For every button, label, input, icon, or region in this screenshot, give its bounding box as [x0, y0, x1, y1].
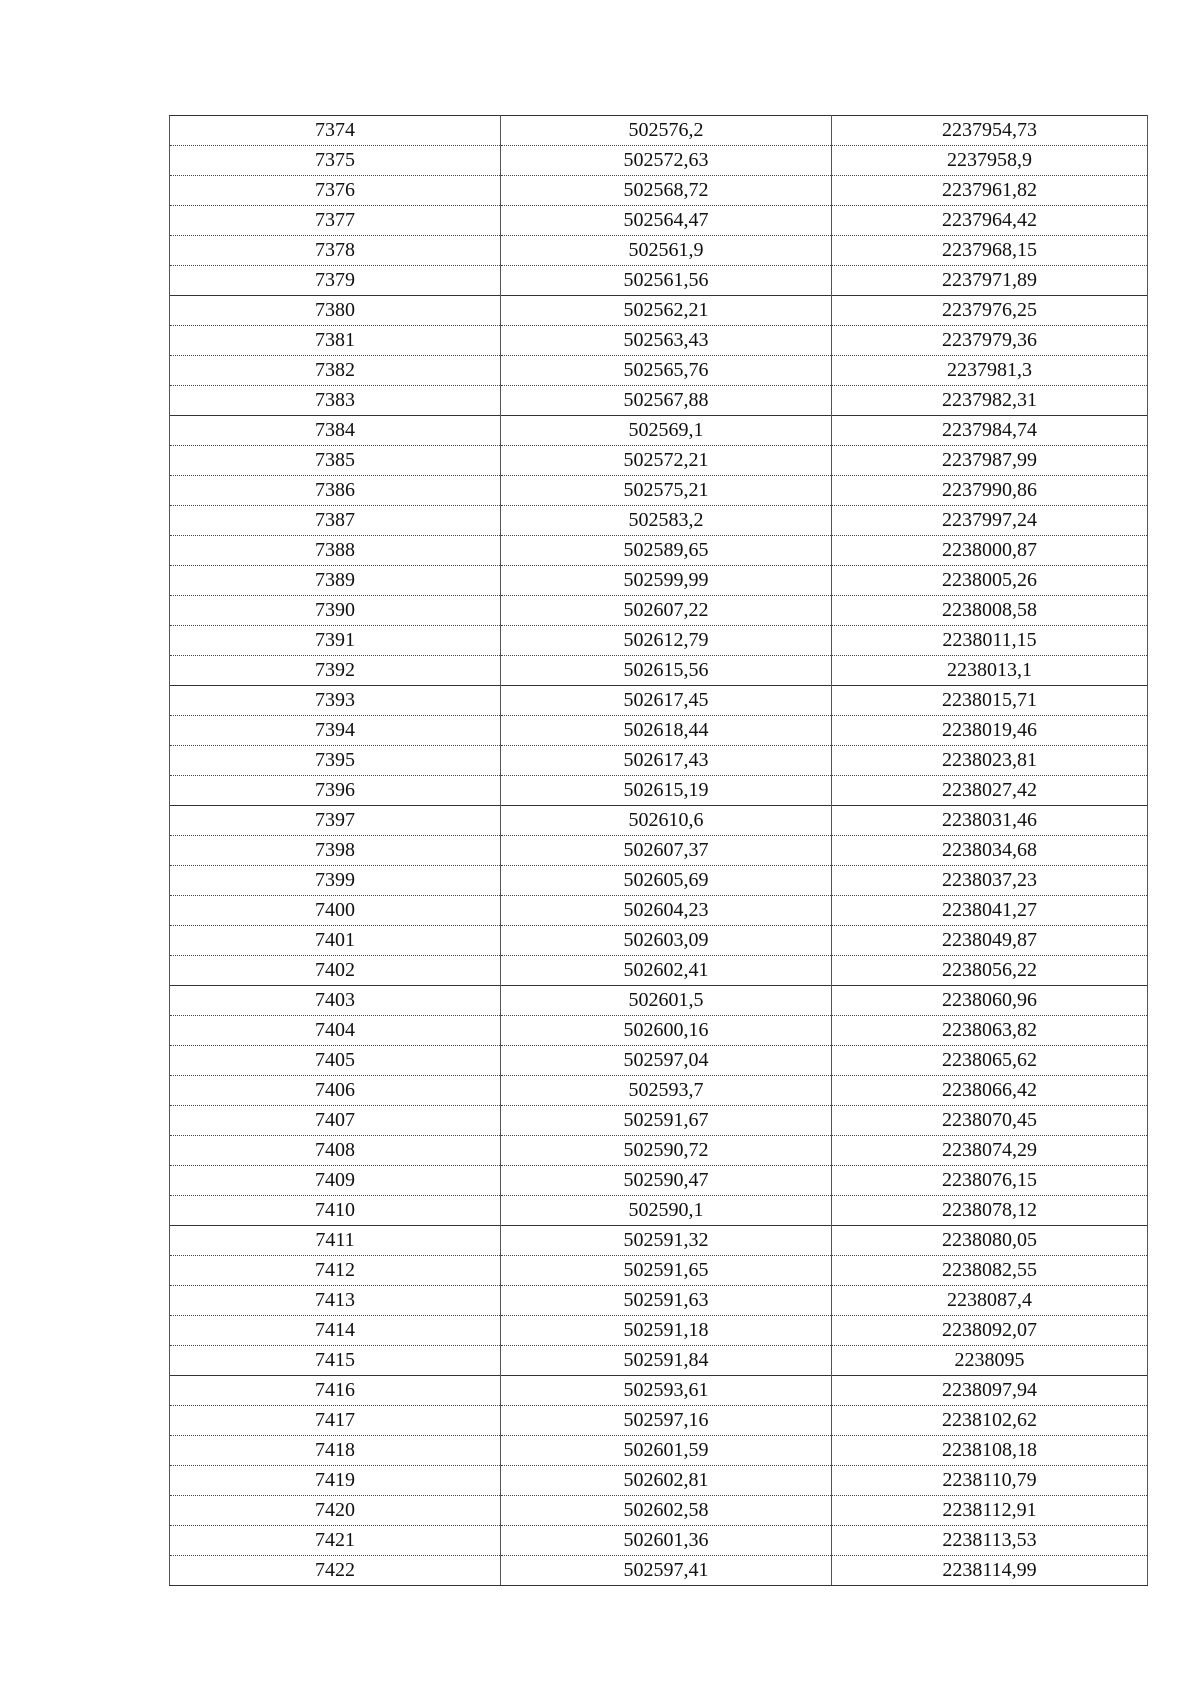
- point-number-cell: 7418: [170, 1436, 501, 1466]
- point-number-cell: 7384: [170, 416, 501, 446]
- x-coordinate-cell: 502591,67: [501, 1106, 832, 1136]
- y-coordinate-cell: 2238078,12: [832, 1196, 1148, 1226]
- table-row: [170, 236, 1148, 266]
- point-number-cell: 7394: [170, 716, 501, 746]
- x-coordinate-cell: 502603,09: [501, 926, 832, 956]
- point-number-cell: 7420: [170, 1496, 501, 1526]
- table-row: [170, 506, 1148, 536]
- point-number-cell: 7391: [170, 626, 501, 656]
- x-coordinate-cell: 502572,21: [501, 446, 832, 476]
- point-number-cell: 7396: [170, 776, 501, 806]
- table-row: [170, 116, 1148, 146]
- y-coordinate-cell: 2238113,53: [832, 1526, 1148, 1556]
- table-row: [170, 776, 1148, 806]
- table-row: [170, 476, 1148, 506]
- point-number-cell: 7376: [170, 176, 501, 206]
- point-number-cell: 7378: [170, 236, 501, 266]
- point-number-cell: 7404: [170, 1016, 501, 1046]
- table-row: [170, 566, 1148, 596]
- y-coordinate-cell: 2237981,3: [832, 356, 1148, 386]
- x-coordinate-cell: 502612,79: [501, 626, 832, 656]
- table-row: [170, 1496, 1148, 1526]
- x-coordinate-cell: 502590,1: [501, 1196, 832, 1226]
- y-coordinate-cell: 2237990,86: [832, 476, 1148, 506]
- x-coordinate-cell: 502591,18: [501, 1316, 832, 1346]
- y-coordinate-cell: 2237979,36: [832, 326, 1148, 356]
- point-number-cell: 7405: [170, 1046, 501, 1076]
- x-coordinate-cell: 502597,41: [501, 1556, 832, 1586]
- point-number-cell: 7375: [170, 146, 501, 176]
- x-coordinate-cell: 502593,61: [501, 1376, 832, 1406]
- x-coordinate-cell: 502569,1: [501, 416, 832, 446]
- x-coordinate-cell: 502607,22: [501, 596, 832, 626]
- point-number-cell: 7407: [170, 1106, 501, 1136]
- x-coordinate-cell: 502561,56: [501, 266, 832, 296]
- y-coordinate-cell: 2238082,55: [832, 1256, 1148, 1286]
- y-coordinate-cell: 2238095: [832, 1346, 1148, 1376]
- table-row: [170, 1286, 1148, 1316]
- point-number-cell: 7398: [170, 836, 501, 866]
- point-number-cell: 7400: [170, 896, 501, 926]
- x-coordinate-cell: 502591,32: [501, 1226, 832, 1256]
- y-coordinate-cell: 2237997,24: [832, 506, 1148, 536]
- table-row: [170, 1436, 1148, 1466]
- point-number-cell: 7421: [170, 1526, 501, 1556]
- point-number-cell: 7390: [170, 596, 501, 626]
- y-coordinate-cell: 2237958,9: [832, 146, 1148, 176]
- y-coordinate-cell: 2238112,91: [832, 1496, 1148, 1526]
- point-number-cell: 7392: [170, 656, 501, 686]
- point-number-cell: 7385: [170, 446, 501, 476]
- point-number-cell: 7419: [170, 1466, 501, 1496]
- point-number-cell: 7383: [170, 386, 501, 416]
- table-row: [170, 1046, 1148, 1076]
- x-coordinate-cell: 502575,21: [501, 476, 832, 506]
- point-number-cell: 7410: [170, 1196, 501, 1226]
- y-coordinate-cell: 2238087,4: [832, 1286, 1148, 1316]
- table-row: [170, 1466, 1148, 1496]
- x-coordinate-cell: 502561,9: [501, 236, 832, 266]
- point-number-cell: 7379: [170, 266, 501, 296]
- table-row: [170, 146, 1148, 176]
- x-coordinate-cell: 502607,37: [501, 836, 832, 866]
- y-coordinate-cell: 2238114,99: [832, 1556, 1148, 1586]
- y-coordinate-cell: 2238011,15: [832, 626, 1148, 656]
- y-coordinate-cell: 2238005,26: [832, 566, 1148, 596]
- x-coordinate-cell: 502591,65: [501, 1256, 832, 1286]
- y-coordinate-cell: 2238008,58: [832, 596, 1148, 626]
- x-coordinate-cell: 502602,81: [501, 1466, 832, 1496]
- point-number-cell: 7401: [170, 926, 501, 956]
- y-coordinate-cell: 2238102,62: [832, 1406, 1148, 1436]
- table-row: [170, 656, 1148, 686]
- table-row: [170, 326, 1148, 356]
- coordinates-table-body: [170, 116, 1148, 1586]
- y-coordinate-cell: 2238037,23: [832, 866, 1148, 896]
- y-coordinate-cell: 2238074,29: [832, 1136, 1148, 1166]
- point-number-cell: 7387: [170, 506, 501, 536]
- x-coordinate-cell: 502597,04: [501, 1046, 832, 1076]
- point-number-cell: 7397: [170, 806, 501, 836]
- table-row: [170, 1106, 1148, 1136]
- point-number-cell: 7381: [170, 326, 501, 356]
- y-coordinate-cell: 2237971,89: [832, 266, 1148, 296]
- x-coordinate-cell: 502601,59: [501, 1436, 832, 1466]
- y-coordinate-cell: 2238080,05: [832, 1226, 1148, 1256]
- point-number-cell: 7393: [170, 686, 501, 716]
- x-coordinate-cell: 502567,88: [501, 386, 832, 416]
- y-coordinate-cell: 2238065,62: [832, 1046, 1148, 1076]
- table-row: [170, 206, 1148, 236]
- y-coordinate-cell: 2237964,42: [832, 206, 1148, 236]
- table-row: [170, 1376, 1148, 1406]
- x-coordinate-cell: 502563,43: [501, 326, 832, 356]
- point-number-cell: 7408: [170, 1136, 501, 1166]
- x-coordinate-cell: 502576,2: [501, 116, 832, 146]
- point-number-cell: 7374: [170, 116, 501, 146]
- point-number-cell: 7403: [170, 986, 501, 1016]
- point-number-cell: 7415: [170, 1346, 501, 1376]
- table-row: [170, 896, 1148, 926]
- table-row: [170, 836, 1148, 866]
- table-row: [170, 716, 1148, 746]
- point-number-cell: 7409: [170, 1166, 501, 1196]
- y-coordinate-cell: 2238108,18: [832, 1436, 1148, 1466]
- point-number-cell: 7406: [170, 1076, 501, 1106]
- x-coordinate-cell: 502591,63: [501, 1286, 832, 1316]
- point-number-cell: 7377: [170, 206, 501, 236]
- x-coordinate-cell: 502618,44: [501, 716, 832, 746]
- table-row: [170, 746, 1148, 776]
- point-number-cell: 7417: [170, 1406, 501, 1436]
- y-coordinate-cell: 2237987,99: [832, 446, 1148, 476]
- table-row: [170, 1406, 1148, 1436]
- point-number-cell: 7399: [170, 866, 501, 896]
- table-row: [170, 686, 1148, 716]
- table-row: [170, 1196, 1148, 1226]
- table-row: [170, 866, 1148, 896]
- table-row: [170, 416, 1148, 446]
- x-coordinate-cell: 502602,58: [501, 1496, 832, 1526]
- y-coordinate-cell: 2237976,25: [832, 296, 1148, 326]
- x-coordinate-cell: 502599,99: [501, 566, 832, 596]
- x-coordinate-cell: 502601,5: [501, 986, 832, 1016]
- y-coordinate-cell: 2237982,31: [832, 386, 1148, 416]
- table-row: [170, 1556, 1148, 1586]
- y-coordinate-cell: 2238097,94: [832, 1376, 1148, 1406]
- y-coordinate-cell: 2238041,27: [832, 896, 1148, 926]
- table-row: [170, 626, 1148, 656]
- table-row: [170, 956, 1148, 986]
- x-coordinate-cell: 502590,72: [501, 1136, 832, 1166]
- y-coordinate-cell: 2238031,46: [832, 806, 1148, 836]
- table-row: [170, 296, 1148, 326]
- point-number-cell: 7414: [170, 1316, 501, 1346]
- point-number-cell: 7395: [170, 746, 501, 776]
- point-number-cell: 7412: [170, 1256, 501, 1286]
- table-row: [170, 1256, 1148, 1286]
- x-coordinate-cell: 502601,36: [501, 1526, 832, 1556]
- x-coordinate-cell: 502602,41: [501, 956, 832, 986]
- table-row: [170, 356, 1148, 386]
- y-coordinate-cell: 2237968,15: [832, 236, 1148, 266]
- y-coordinate-cell: 2238015,71: [832, 686, 1148, 716]
- table-row: [170, 596, 1148, 626]
- table-row: [170, 1226, 1148, 1256]
- y-coordinate-cell: 2238034,68: [832, 836, 1148, 866]
- table-row: [170, 176, 1148, 206]
- x-coordinate-cell: 502605,69: [501, 866, 832, 896]
- table-row: [170, 1346, 1148, 1376]
- x-coordinate-cell: 502572,63: [501, 146, 832, 176]
- point-number-cell: 7402: [170, 956, 501, 986]
- x-coordinate-cell: 502564,47: [501, 206, 832, 236]
- y-coordinate-cell: 2238000,87: [832, 536, 1148, 566]
- point-number-cell: 7388: [170, 536, 501, 566]
- x-coordinate-cell: 502565,76: [501, 356, 832, 386]
- table-row: [170, 1016, 1148, 1046]
- x-coordinate-cell: 502562,21: [501, 296, 832, 326]
- point-number-cell: 7411: [170, 1226, 501, 1256]
- x-coordinate-cell: 502593,7: [501, 1076, 832, 1106]
- y-coordinate-cell: 2238019,46: [832, 716, 1148, 746]
- x-coordinate-cell: 502604,23: [501, 896, 832, 926]
- y-coordinate-cell: 2238027,42: [832, 776, 1148, 806]
- point-number-cell: 7380: [170, 296, 501, 326]
- y-coordinate-cell: 2238066,42: [832, 1076, 1148, 1106]
- point-number-cell: 7386: [170, 476, 501, 506]
- table-row: [170, 266, 1148, 296]
- x-coordinate-cell: 502597,16: [501, 1406, 832, 1436]
- point-number-cell: 7382: [170, 356, 501, 386]
- y-coordinate-cell: 2237954,73: [832, 116, 1148, 146]
- x-coordinate-cell: 502590,47: [501, 1166, 832, 1196]
- table-row: [170, 1136, 1148, 1166]
- y-coordinate-cell: 2238110,79: [832, 1466, 1148, 1496]
- x-coordinate-cell: 502600,16: [501, 1016, 832, 1046]
- x-coordinate-cell: 502615,56: [501, 656, 832, 686]
- y-coordinate-cell: 2238076,15: [832, 1166, 1148, 1196]
- y-coordinate-cell: 2238070,45: [832, 1106, 1148, 1136]
- y-coordinate-cell: 2238060,96: [832, 986, 1148, 1016]
- x-coordinate-cell: 502610,6: [501, 806, 832, 836]
- x-coordinate-cell: 502568,72: [501, 176, 832, 206]
- x-coordinate-cell: 502591,84: [501, 1346, 832, 1376]
- table-row: [170, 536, 1148, 566]
- x-coordinate-cell: 502615,19: [501, 776, 832, 806]
- y-coordinate-cell: 2238023,81: [832, 746, 1148, 776]
- table-row: [170, 1526, 1148, 1556]
- point-number-cell: 7422: [170, 1556, 501, 1586]
- table-row: [170, 1316, 1148, 1346]
- table-row: [170, 1076, 1148, 1106]
- y-coordinate-cell: 2238092,07: [832, 1316, 1148, 1346]
- table-row: [170, 1166, 1148, 1196]
- x-coordinate-cell: 502589,65: [501, 536, 832, 566]
- x-coordinate-cell: 502617,43: [501, 746, 832, 776]
- table-row: [170, 386, 1148, 416]
- coordinates-table: [169, 115, 1148, 1586]
- y-coordinate-cell: 2237984,74: [832, 416, 1148, 446]
- y-coordinate-cell: 2238049,87: [832, 926, 1148, 956]
- x-coordinate-cell: 502583,2: [501, 506, 832, 536]
- table-row: [170, 446, 1148, 476]
- table-row: [170, 806, 1148, 836]
- y-coordinate-cell: 2237961,82: [832, 176, 1148, 206]
- y-coordinate-cell: 2238063,82: [832, 1016, 1148, 1046]
- table-row: [170, 986, 1148, 1016]
- point-number-cell: 7389: [170, 566, 501, 596]
- point-number-cell: 7416: [170, 1376, 501, 1406]
- point-number-cell: 7413: [170, 1286, 501, 1316]
- x-coordinate-cell: 502617,45: [501, 686, 832, 716]
- y-coordinate-cell: 2238056,22: [832, 956, 1148, 986]
- y-coordinate-cell: 2238013,1: [832, 656, 1148, 686]
- table-row: [170, 926, 1148, 956]
